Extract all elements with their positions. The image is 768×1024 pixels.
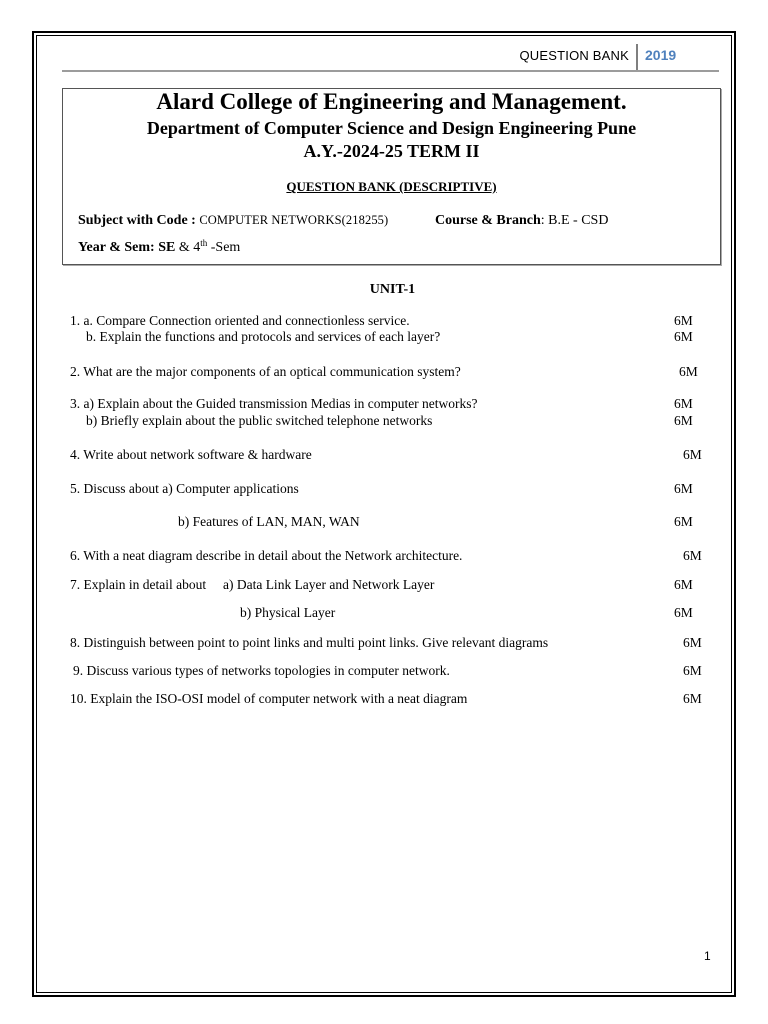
academic-year: A.Y.-2024-25 TERM II [303,141,480,161]
year-sem-line [78,238,240,256]
document-title: QUESTION BANK (DESCRIPTIVE) [286,179,497,194]
page-number: 1 [704,949,711,963]
year-label: Year & Sem: SE [78,240,176,255]
question-9-marks: 6M [683,663,702,678]
course-line [435,213,608,229]
question-7b: b) Physical Layer [240,605,336,620]
subject-line [78,213,388,229]
question-5b-marks: 6M [674,514,693,529]
header-rule [62,70,719,72]
question-1a-marks: 6M [674,313,693,328]
header-label: QUESTION BANK [519,48,629,63]
question-3b: b) Briefly explain about the public switched telephone networks [86,413,433,428]
question-1b: b. Explain the functions and protocols and services of each layer? [86,329,441,344]
question-6: 6. With a neat diagram describe in detail about the Network architecture. [70,548,463,563]
question-2: 2. What are the major components of an optical communication system? [70,364,461,379]
question-5a: 5. Discuss about a) Computer applications [70,481,299,496]
question-3a: 3. a) Explain about the Guided transmission Medias in computer networks? [70,396,478,411]
subject-value: COMPUTER NETWORKS(218255) [199,213,389,227]
question-7a-marks: 6M [674,577,693,592]
year-value-pre: & 4 [175,240,201,255]
question-3b-marks: 6M [674,413,693,428]
question-10: 10. Explain the ISO-OSI model of computer network with a neat diagram [70,691,468,706]
question-10-marks: 6M [683,691,702,706]
question-4: 4. Write about network software & hardware [70,447,312,462]
course-label: Course & Branch [435,213,541,228]
course-value: : B.E - CSD [540,213,609,228]
question-3a-marks: 6M [674,396,693,411]
question-1b-marks: 6M [674,329,693,344]
question-4-marks: 6M [683,447,702,462]
college-name: Alard College of Engineering and Management. [156,89,627,114]
department-name: Department of Computer Science and Design Engineering Pune [146,118,637,138]
year-value-sup: th [200,238,208,248]
unit-heading: UNIT-1 [369,282,416,297]
question-6-marks: 6M [683,548,702,563]
question-7b-marks: 6M [674,605,693,620]
question-5b: b) Features of LAN, MAN, WAN [178,514,360,529]
header-separator [636,44,638,70]
question-8: 8. Distinguish between point to point links and multi point links. Give relevant diagrams [70,635,549,650]
year-value-post: -Sem [207,240,241,255]
question-9: 9. Discuss various types of networks topologies in computer network. [73,663,450,678]
question-5a-marks: 6M [674,481,693,496]
question-2-marks: 6M [679,364,698,379]
question-7a: 7. Explain in detail about a) Data Link Layer and Network Layer [70,577,435,592]
question-8-marks: 6M [683,635,702,650]
question-1a: 1. a. Compare Connection oriented and connectionless service. [70,313,410,328]
subject-label: Subject with Code : [78,213,196,228]
header-year: 2019 [645,47,677,63]
